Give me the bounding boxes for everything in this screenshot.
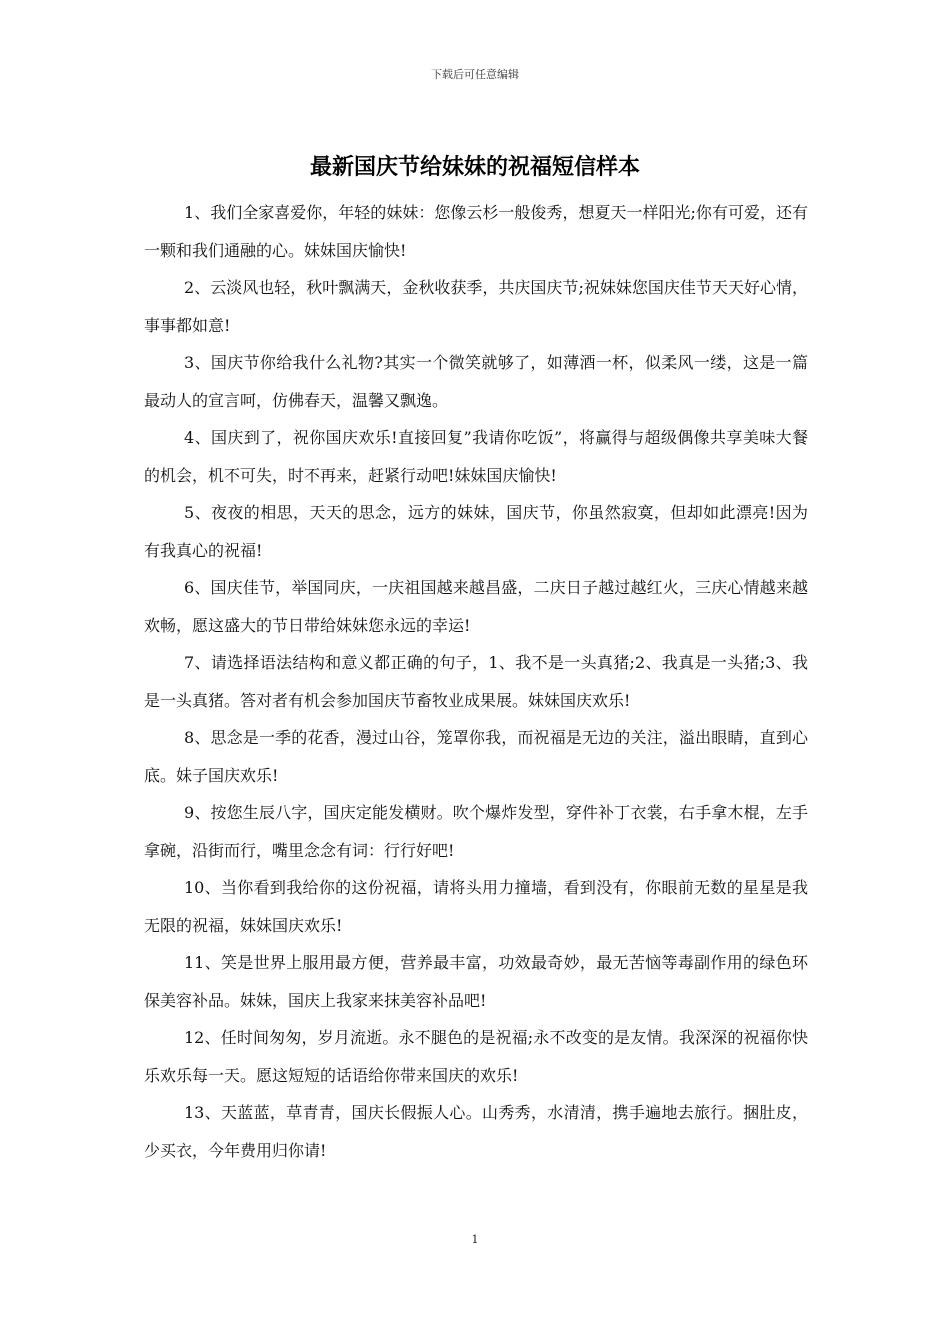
paragraph-7: 7、请选择语法结构和意义都正确的句子，1、我不是一头真猪;2、我真是一头猪;3、我是一头真猪。答对者有机会参加国庆节畜牧业成果展。妹妹国庆欢乐! — [144, 653, 808, 710]
document-body — [144, 194, 808, 1169]
paragraph-12: 12、任时间匆匆，岁月流逝。永不腿色的是祝福;永不改变的是友情。我深深的祝福你快乐欢乐每一天。愿这短短的话语给你带来国庆的欢乐! — [144, 1028, 808, 1085]
header-note: 下载后可任意编辑 — [431, 68, 519, 81]
paragraph-6: 6、国庆佳节，举国同庆，一庆祖国越来越昌盛，二庆日子越过越红火，三庆心情越来越欢畅，愿这盛大的节日带给妹妹您永远的幸运! — [144, 578, 808, 635]
paragraph-4: 4、国庆到了，祝你国庆欢乐!直接回复”我请你吃饭”，将赢得与超级偶像共享美味大餐的机会，机不可失，时不再来，赶紧行动吧!妹妹国庆愉快! — [144, 428, 808, 485]
paragraph-10: 10、当你看到我给你的这份祝福，请将头用力撞墙，看到没有，你眼前无数的星星是我无限的祝福，妹妹国庆欢乐! — [144, 878, 808, 935]
paragraph-11: 11、笑是世界上服用最方便，营养最丰富，功效最奇妙，最无苦恼等毒副作用的绿色环保美容补品。妹妹，国庆上我家来抹美容补品吧! — [144, 953, 808, 1010]
document-title: 最新国庆节给妹妹的祝福短信样本 — [309, 154, 640, 180]
paragraph-8: 8、思念是一季的花香，漫过山谷，笼罩你我，而祝福是无边的关注，溢出眼睛，直到心底。妹子国庆欢乐! — [144, 728, 808, 785]
paragraph-5: 5、夜夜的相思，天天的思念，远方的妹妹，国庆节，你虽然寂寞，但却如此漂亮!因为有我真心的祝福! — [144, 503, 808, 560]
page-number: 1 — [471, 1233, 479, 1246]
paragraph-3: 3、国庆节你给我什么礼物?其实一个微笑就够了，如薄酒一杯，似柔风一缕，这是一篇最动人的宣言呵，仿佛春天，温馨又飘逸。 — [144, 353, 808, 410]
paragraph-9: 9、按您生辰八字，国庆定能发横财。吹个爆炸发型，穿件补丁衣裳，右手拿木棍，左手拿碗，沿街而行，嘴里念念有词：行行好吧! — [144, 803, 808, 860]
paragraph-13: 13、天蓝蓝，草青青，国庆长假振人心。山秀秀，水清清，携手遍地去旅行。捆肚皮，少买衣，今年费用归你请! — [144, 1103, 808, 1160]
paragraph-2: 2、云淡风也轻，秋叶飘满天，金秋收获季，共庆国庆节;祝妹妹您国庆佳节天天好心情，事事都如意! — [144, 278, 808, 335]
paragraph-1: 1、我们全家喜爱你，年轻的妹妹：您像云杉一般俊秀，想夏天一样阳光;你有可爱，还有一颗和我们通融的心。妹妹国庆愉快! — [144, 203, 808, 260]
